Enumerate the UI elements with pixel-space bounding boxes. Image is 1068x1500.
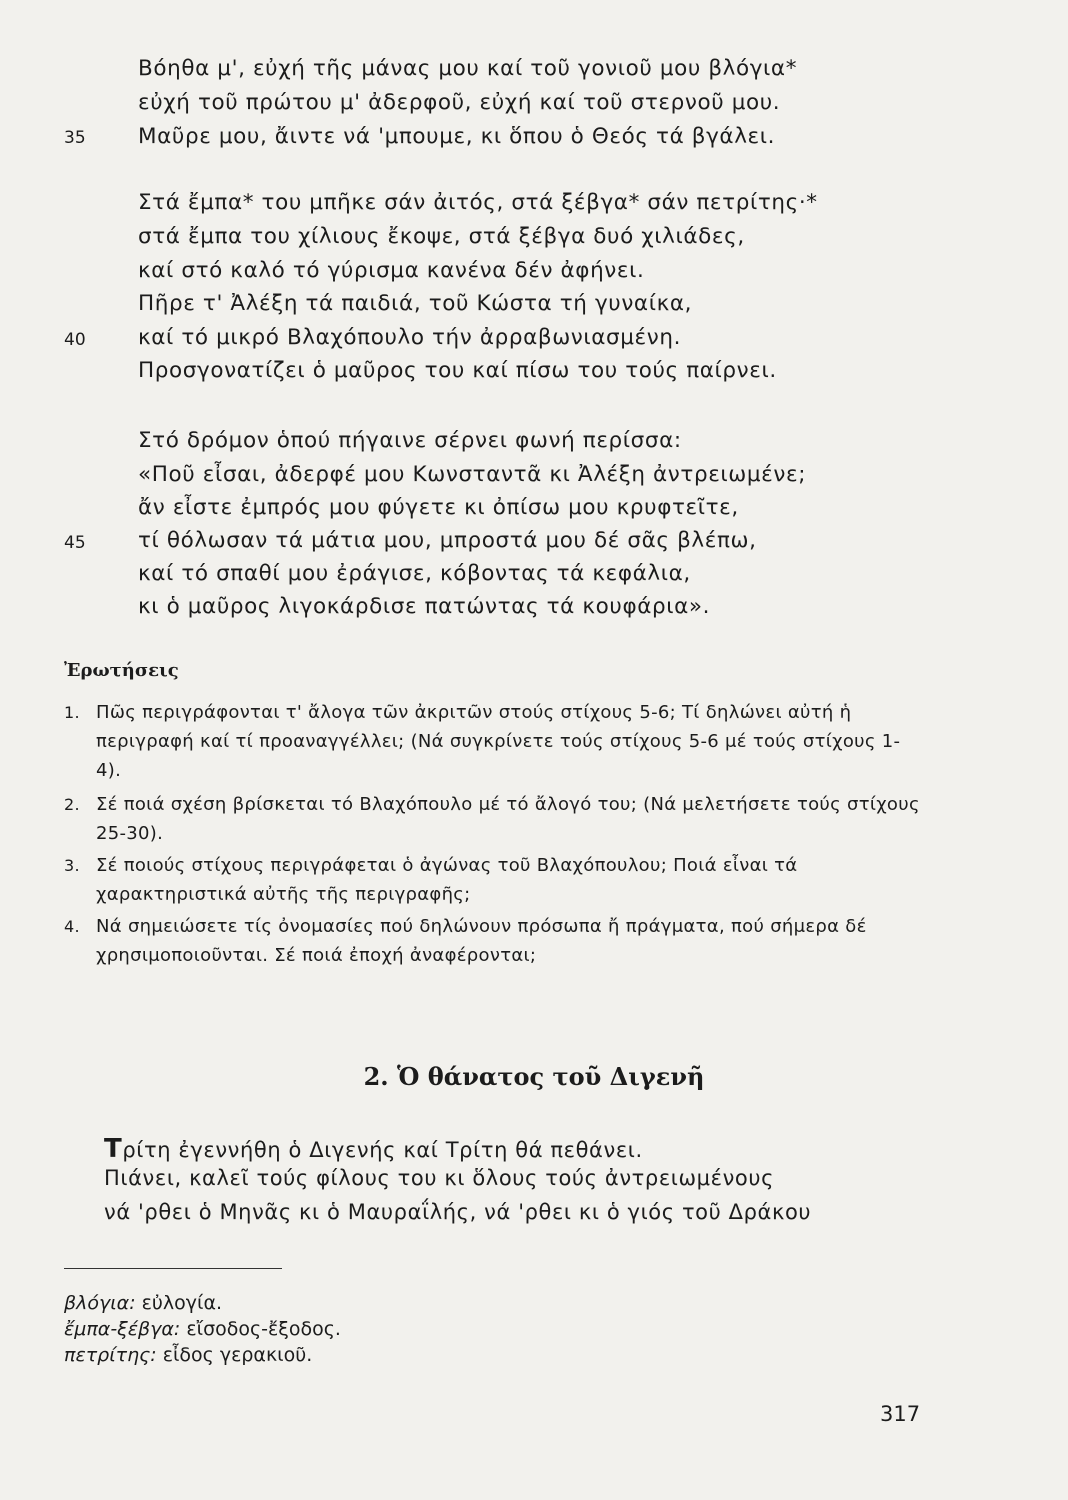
poem-line: κι ὁ μαῦρος λιγοκάρδισε πατώντας τά κουφάρια».: [138, 594, 711, 619]
poem-line: εὐχή τοῦ πρώτου μ' ἀδερφοῦ, εὐχή καί τοῦ στερνοῦ μου.: [138, 90, 781, 115]
poem-line: Στό δρόμον ὁπού πήγαινε σέρνει φωνή περίσσα:: [138, 428, 682, 453]
question-number: 4.: [64, 917, 80, 936]
footnote-rule: [64, 1268, 282, 1269]
page-number: 317: [880, 1402, 921, 1426]
poem-line: Στά ἔμπα* του μπῆκε σάν ἀιτός, στά ξέβγα* σάν πετρίτης·*: [138, 190, 818, 215]
poem-line: στά ἔμπα του χίλιους ἔκοψε, στά ξέβγα δυό χιλιάδες,: [138, 224, 745, 249]
line-number: 45: [64, 533, 86, 553]
question-number: 1.: [64, 703, 80, 722]
poem-line: Προσγονατίζει ὁ μαῦρος του καί πίσω του τούς παίρνει.: [138, 358, 777, 383]
section-line-text: ρίτη ἐγεννήθη ὁ Διγενής καί Τρίτη θά πεθάνει.: [122, 1138, 643, 1162]
questions-heading: Ἐρωτήσεις: [64, 660, 179, 681]
line-number: 35: [64, 128, 86, 148]
poem-line: καί στό καλό τό γύρισμα κανένα δέν ἀφήνει.: [138, 258, 645, 283]
footnote-term: ἔμπα-ξέβγα:: [64, 1318, 181, 1340]
poem-line: ἄν εἶστε ἐμπρός μου φύγετε κι ὀπίσω μου κρυφτεῖτε,: [138, 495, 739, 520]
footnote-definition: εὐλογία.: [141, 1292, 223, 1314]
footnote: [64, 1318, 341, 1340]
footnote-term: πετρίτης:: [64, 1344, 157, 1366]
poem-line: Πῆρε τ' Ἀλέξη τά παιδιά, τοῦ Κώστα τή γυναίκα,: [138, 291, 693, 316]
footnote: [64, 1344, 312, 1366]
poem-line: Βόηθα μ', εὐχή τῆς μάνας μου καί τοῦ γονιοῦ μου βλόγια*: [138, 56, 798, 81]
poem-line: «Ποῦ εἶσαι, ἀδερφέ μου Κωνσταντᾶ κι Ἀλέξη ἀντρειωμένε;: [138, 462, 807, 487]
line-number: 40: [64, 330, 86, 350]
question-number: 2.: [64, 795, 80, 814]
drop-cap: Τ: [104, 1134, 123, 1164]
footnote-definition: εἴσοδος-ἔξοδος.: [186, 1318, 341, 1340]
section-line: Πιάνει, καλεῖ τούς φίλους του κι ὅλους τούς ἀντρειωμένους: [104, 1166, 775, 1190]
section-line: [104, 1134, 643, 1164]
poem-line: καί τό σπαθί μου ἐράγισε, κόβοντας τά κεφάλια,: [138, 561, 691, 586]
question-text: Σέ ποιά σχέση βρίσκεται τό Βλαχόπουλο μέ τό ἄλογό του; (Νά μελετήσετε τούς στίχους 25-30).: [96, 794, 920, 844]
section-line: νά 'ρθει ὁ Μηνᾶς κι ὁ Μαυραΐλής, νά 'ρθει κι ὁ γιός τοῦ Δράκου: [104, 1200, 812, 1224]
footnote-term: βλόγια:: [64, 1292, 136, 1314]
poem-line: τί θόλωσαν τά μάτια μου, μπροστά μου δέ σᾶς βλέπω,: [138, 528, 757, 553]
footnote: [64, 1292, 222, 1314]
poem-line: Μαῦρε μου, ἄιντε νά 'μπουμε, κι ὅπου ὁ Θεός τά βγάλει.: [138, 124, 776, 149]
question-text: Πῶς περιγράφονται τ' ἄλογα τῶν ἀκριτῶν στούς στίχους 5-6; Τί δηλώνει αὐτή ἡ περιγραφή καί τί προαναγγέλλει; (Νά συγκρίνετε τούς στίχους 5-6 μέ τούς στίχους 1-4).: [96, 702, 901, 781]
poem-line: καί τό μικρό Βλαχόπουλο τήν ἀρραβωνιασμένη.: [138, 325, 682, 350]
question-text: Νά σημειώσετε τίς ὀνομασίες πού δηλώνουν πρόσωπα ἤ πράγματα, πού σήμερα δέ χρησιμοποιοῦνται. Σέ ποιά ἐποχή ἀναφέρονται;: [96, 916, 867, 966]
question-text: Σέ ποιούς στίχους περιγράφεται ὁ ἀγώνας τοῦ Βλαχόπουλου; Ποιά εἶναι τά χαρακτηριστικά αὐτῆς τῆς περιγραφῆς;: [96, 855, 798, 905]
section-title: 2. Ὁ θάνατος τοῦ Διγενῆ: [363, 1062, 705, 1091]
footnote-definition: εἶδος γερακιοῦ.: [162, 1344, 313, 1366]
question-number: 3.: [64, 856, 80, 875]
